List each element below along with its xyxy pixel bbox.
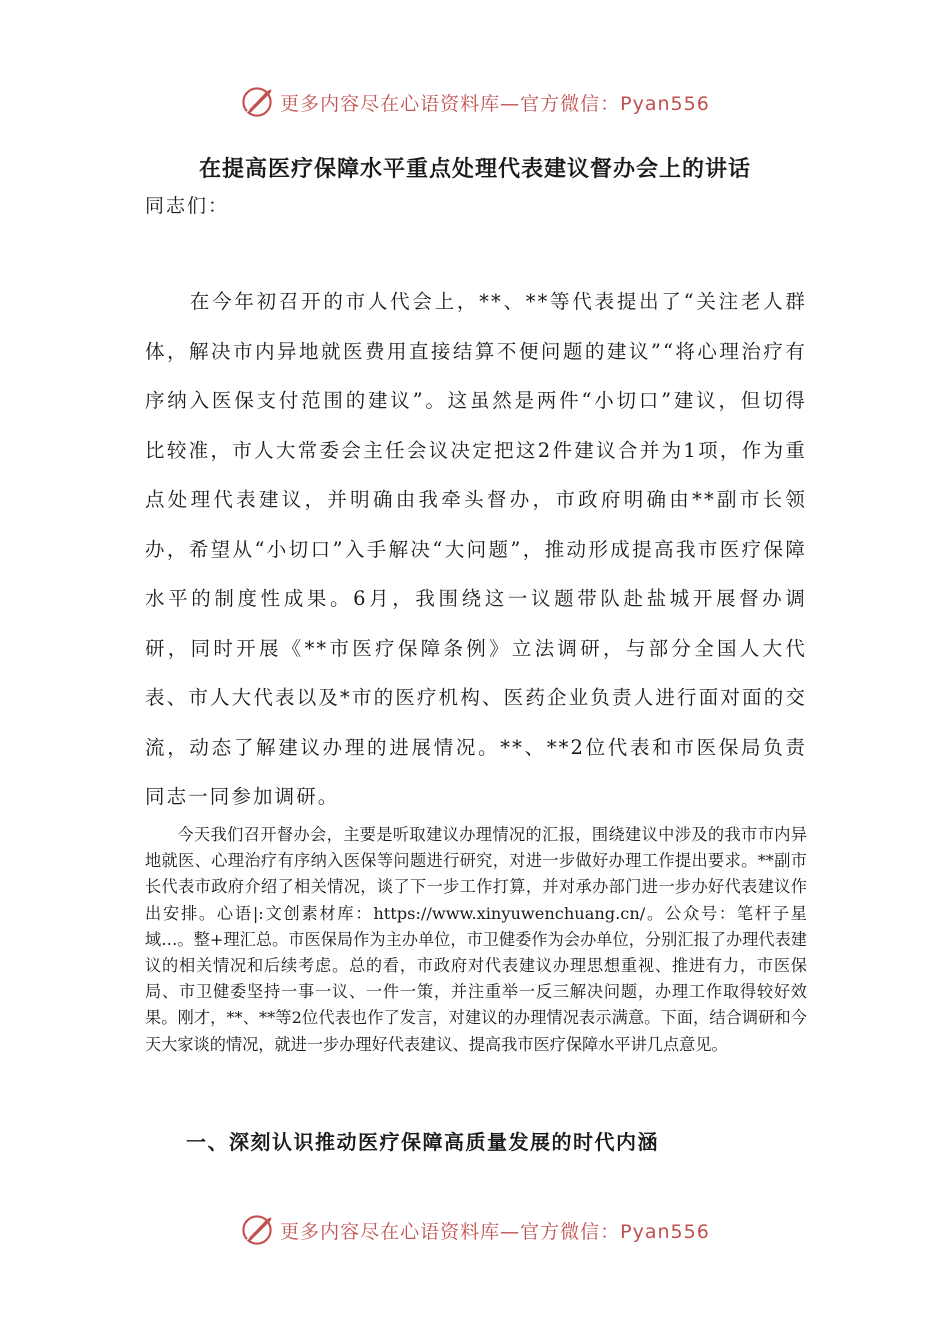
section-heading-1: 一、深刻认识推动医疗保障高质量发展的时代内涵 [186, 1130, 659, 1154]
body-paragraph-1: 在今年初召开的市人代会上，**、**等代表提出了“关注老人群体，解决市内异地就医费用直接结算不便问题的建议”“将心理治疗有序纳入医保支付范围的建议”。这虽然是两件“小切口”建议，但切得比较准，市人大常委会主任会议决定把这2件建议合并为1项，作为重点处理代表建议，并明确由我牵头督办，市政府明确由**副市长领办，希望从“小切口”入手解决“大问题”，推动形成提高我市医疗保障水平的制度性成果。6月，我围绕这一议题带队赴盐城开展督办调研，同时开展《**市医疗保障条例》立法调研，与部分全国人大代表、市人大代表以及*市的医疗机构、医药企业负责人进行面对面的交流，动态了解建议办理的进展情况。**、**2位代表和市医保局负责同志一同参加调研。 [145, 290, 807, 808]
quill-pen-circle-icon [240, 1213, 274, 1247]
footer-watermark-banner [0, 1210, 950, 1250]
banner-text: 更多内容尽在心语资料库—官方微信：Pyan556 [280, 1220, 710, 1243]
body-paragraph-2: 今天我们召开督办会，主要是听取建议办理情况的汇报，围绕建议中涉及的我市市内异地就医、心理治疗有序纳入医保等问题进行研究，对进一步做好办理工作提出要求。**副市长代表市政府介绍了相关情况，谈了下一步工作打算，并对承办部门进一步办好代表建议作出安排。心语|:文创素材库：https://www.xinyuwenchuang.cn/。公众号：笔杆子星域…。整+理汇总。市医保局作为主办单位，市卫健委作为会办单位，分别汇报了办理代表建议的相关情况和后续考虑。总的看，市政府对代表建议办理思想重视、推进有力，市医保局、市卫健委坚持一事一议、一件一策，并注重举一反三解决问题，办理工作取得较好效果。刚才，**、**等2位代表也作了发言，对建议的办理情况表示满意。下面，结合调研和今天大家谈的情况，就进一步办理好代表建议、提高我市医疗保障水平讲几点意见。 [145, 825, 807, 1054]
salutation: 同志们： [145, 195, 230, 217]
document-title: 在提高医疗保障水平重点处理代表建议督办会上的讲话 [198, 156, 751, 182]
quill-pen-circle-icon [240, 85, 274, 119]
banner-text: 更多内容尽在心语资料库—官方微信：Pyan556 [280, 92, 710, 115]
header-watermark-banner [0, 82, 950, 122]
